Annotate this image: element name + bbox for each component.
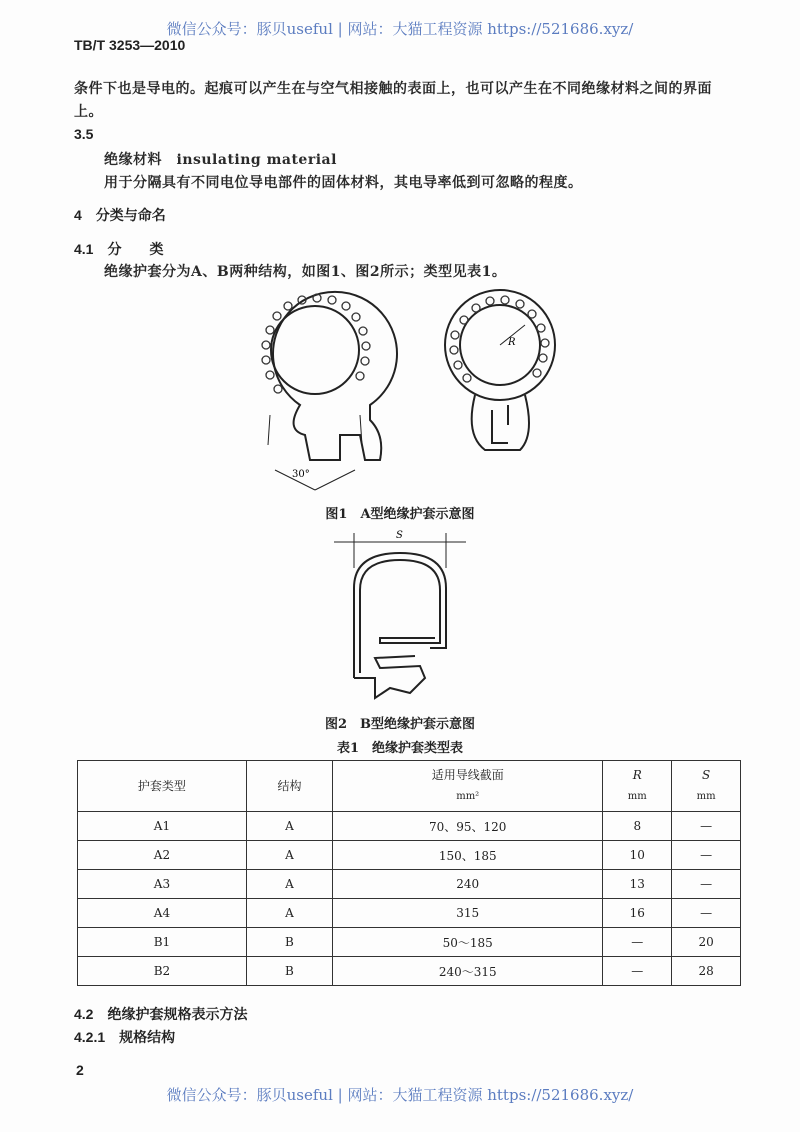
header-cell: R mm — [603, 761, 672, 812]
cell: A — [246, 841, 332, 870]
cell: — — [603, 928, 672, 957]
subsection-heading: 4.2 绝缘护套规格表示方法 — [74, 1006, 248, 1022]
cell: 150、185 — [333, 841, 603, 870]
table-row — [78, 812, 741, 841]
cell: 315 — [333, 899, 603, 928]
subsection-heading: 4.2.1 规格结构 — [74, 1029, 176, 1045]
cell: B1 — [78, 928, 247, 957]
section-number: 3.5 — [74, 126, 94, 142]
cell: 70、95、120 — [333, 812, 603, 841]
radius-label: R — [508, 337, 516, 348]
cell: — — [672, 899, 741, 928]
width-label: S — [396, 530, 403, 541]
header-cell: 护套类型 — [78, 761, 247, 812]
cell: A4 — [78, 899, 247, 928]
cell: 28 — [672, 957, 741, 986]
subsection-heading: 4.1 分 类 — [74, 241, 164, 257]
cell: 13 — [603, 870, 672, 899]
cell: B — [246, 928, 332, 957]
figure-1-drawing — [230, 285, 570, 495]
page-number: 2 — [76, 1062, 84, 1078]
cell: 10 — [603, 841, 672, 870]
figure-1-caption: 图1 A型绝缘护套示意图 — [325, 507, 475, 522]
table-row — [78, 841, 741, 870]
table-header-row — [78, 761, 741, 812]
cell: 240～315 — [333, 957, 603, 986]
cell: A2 — [78, 841, 247, 870]
cell: — — [672, 870, 741, 899]
paragraph-line: 条件下也是导电的。起痕可以产生在与空气相接触的表面上，也可以产生在不同绝缘材料之间的界面 — [74, 81, 712, 97]
table-row — [78, 928, 741, 957]
cell: B2 — [78, 957, 247, 986]
section-heading: 4 分类与命名 — [74, 207, 166, 223]
cell: 50～185 — [333, 928, 603, 957]
header-cell: 结构 — [246, 761, 332, 812]
watermark-bottom: 微信公众号：豚贝useful | 网站：大猫工程资源 https://521686.xyz/ — [166, 1086, 634, 1104]
cell: A — [246, 870, 332, 899]
paragraph: 绝缘护套分为A、B两种结构，如图1、图2所示；类型见表1。 — [104, 264, 507, 280]
header-cell: S mm — [672, 761, 741, 812]
term-definition: 用于分隔具有不同电位导电部件的固体材料，其电导率低到可忽略的程度。 — [104, 175, 583, 191]
cell: — — [672, 841, 741, 870]
standard-header: TB/T 3253—2010 — [74, 37, 186, 53]
angle-label: 30° — [292, 469, 310, 480]
cell: 240 — [333, 870, 603, 899]
cell: — — [603, 957, 672, 986]
table-row — [78, 899, 741, 928]
cell: A — [246, 812, 332, 841]
cell: 8 — [603, 812, 672, 841]
table-1-title: 表1 绝缘护套类型表 — [336, 741, 464, 756]
cell: A1 — [78, 812, 247, 841]
cell: — — [672, 812, 741, 841]
table-row — [78, 957, 741, 986]
paragraph-line: 上。 — [74, 104, 103, 120]
cell: A3 — [78, 870, 247, 899]
figure-2-caption: 图2 B型绝缘护套示意图 — [324, 717, 476, 732]
table-row — [78, 870, 741, 899]
cell: 16 — [603, 899, 672, 928]
term-title: 绝缘材料 insulating material — [104, 152, 337, 168]
figure-2-drawing — [320, 528, 480, 708]
table-1 — [77, 760, 741, 986]
cell: 20 — [672, 928, 741, 957]
cell: B — [246, 957, 332, 986]
watermark-top: 微信公众号：豚贝useful | 网站：大猫工程资源 https://521686.xyz/ — [166, 20, 634, 38]
cell: A — [246, 899, 332, 928]
header-cell: 适用导线截面 mm² — [333, 761, 603, 812]
